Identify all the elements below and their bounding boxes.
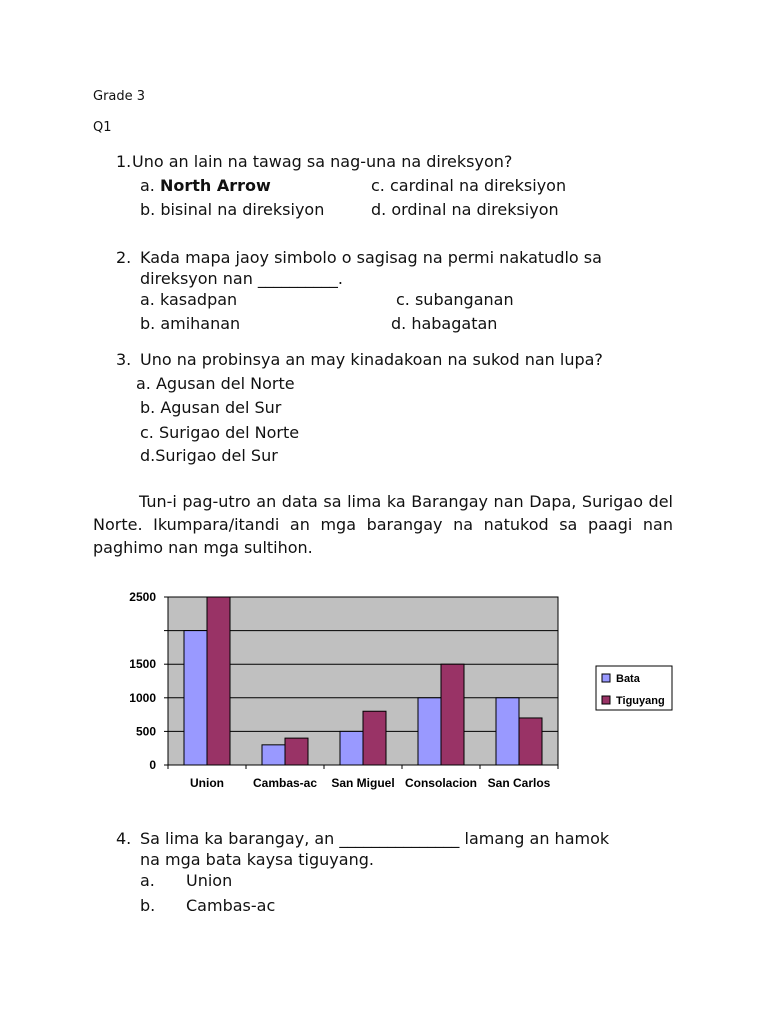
instruction-paragraph [93, 490, 673, 559]
x-tick-label: San Carlos [487, 776, 551, 790]
legend-label-bata: Bata [616, 673, 640, 685]
question-3-option-c: c. Surigao del Norte [140, 423, 300, 442]
option-a-text: North Arrow [159, 176, 271, 195]
y-tick-label: 500 [135, 724, 156, 739]
plot-area [129, 590, 558, 790]
y-tick-label: 0 [149, 758, 156, 772]
question-4-option-b-letter: b. [140, 896, 156, 915]
bar-bata [340, 731, 363, 765]
question-2-option-a: a. kasadpan [140, 290, 238, 309]
bar-tiguyang [363, 711, 386, 765]
x-tick-label: San Miguel [331, 776, 395, 790]
question-3-number: 3. [116, 350, 132, 369]
bar-chart [100, 580, 690, 800]
question-2-text-line-1: Kada mapa jaoy simbolo o sagisag na permi nakatudlo sa [140, 248, 602, 267]
grade-label: Grade 3 [93, 89, 146, 104]
question-4-option-b-text: Cambas-ac [186, 896, 276, 915]
instruction-paragraph-text: Tun-i pag-utro an data sa lima ka Barangay nan Dapa, Surigao del Norte. Ikumpara/itandi an mga barangay na natukod sa paagi nan paghimo nan mga sultihon. [93, 492, 673, 557]
bar-tiguyang [519, 718, 542, 765]
question-1-option-d: d. ordinal na direksiyon [371, 200, 559, 219]
question-2-option-d: d. habagatan [391, 314, 498, 333]
x-tick-label: Consolacion [404, 776, 478, 790]
question-4-option-a-letter: a. [140, 871, 155, 890]
question-1-text: Uno an lain na tawag sa nag-una na direksyon? [132, 152, 513, 171]
y-tick-label: 2500 [129, 590, 156, 604]
question-2-text-line-2: direksyon nan __________. [140, 269, 344, 288]
bar-tiguyang [441, 664, 464, 765]
question-2-option-c: c. subanganan [396, 290, 514, 309]
question-2-number: 2. [116, 248, 132, 267]
bar-bata [496, 698, 519, 765]
question-2-option-b: b. amihanan [140, 314, 241, 333]
x-tick-label: Cambas-ac [252, 776, 318, 790]
question-1-option-b: b. bisinal na direksiyon [140, 200, 325, 219]
question-4-text-line-1: Sa lima ka barangay, an _______________ lamang an hamok [140, 829, 610, 848]
legend [596, 666, 672, 710]
bar-bata [262, 745, 285, 765]
question-1-number: 1. [116, 152, 132, 171]
question-3-option-a: a. Agusan del Norte [136, 374, 295, 393]
legend-swatch-tiguyang [602, 696, 610, 704]
question-4-option-a-text: Union [186, 871, 233, 890]
bar-bata [418, 698, 441, 765]
bar-bata [184, 631, 207, 765]
question-4-number: 4. [116, 829, 132, 848]
question-1-option-a [140, 176, 271, 195]
legend-swatch-bata [602, 674, 610, 682]
bar-tiguyang [207, 597, 230, 765]
question-4-text-line-2: na mga bata kaysa tiguyang. [140, 850, 374, 869]
question-3-text: Uno na probinsya an may kinadakoan na sukod nan lupa? [140, 350, 603, 369]
quarter-label: Q1 [93, 120, 112, 135]
option-a-letter: a. [140, 176, 155, 195]
y-tick-label: 1000 [129, 690, 156, 705]
bar-tiguyang [285, 738, 308, 765]
question-1-option-c: c. cardinal na direksiyon [371, 176, 567, 195]
question-3-option-b: b. Agusan del Sur [140, 398, 282, 417]
question-3-option-d: d.Surigao del Sur [140, 446, 278, 465]
y-tick-label: 1500 [129, 657, 156, 672]
x-tick-label: Union [190, 776, 224, 790]
legend-label-tiguyang: Tiguyang [616, 695, 665, 707]
